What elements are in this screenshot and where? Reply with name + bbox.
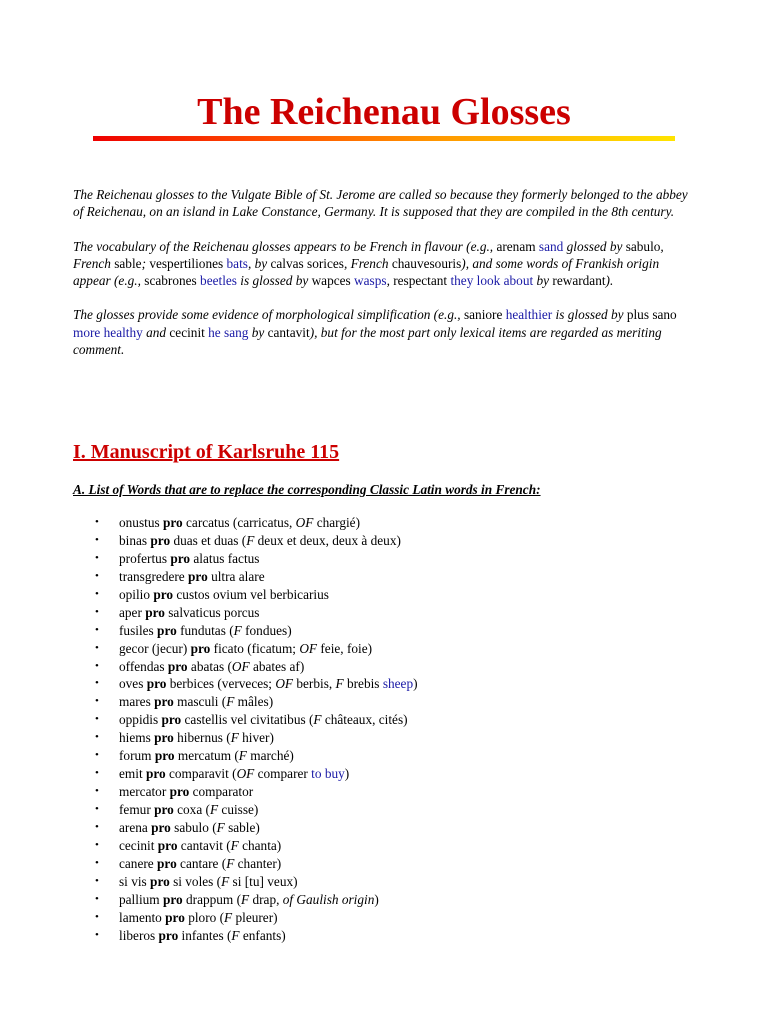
pro-keyword: pro — [188, 568, 208, 584]
text-segment: canere — [119, 855, 158, 871]
list-item — [73, 783, 418, 801]
pro-keyword: pro — [151, 819, 171, 835]
text-segment: pallium — [119, 891, 163, 907]
bullet-icon: • — [95, 623, 99, 636]
latin-term: cantavit — [267, 324, 310, 340]
list-item — [73, 586, 418, 604]
text-segment: fundutas ( — [176, 622, 234, 638]
list-item — [73, 532, 418, 550]
section-heading: I. Manuscript of Karlsruhe 115 — [73, 441, 340, 463]
list-item — [73, 909, 418, 927]
pro-keyword: pro — [145, 604, 165, 620]
italic-text: F — [335, 676, 344, 692]
italic-text: OF — [299, 640, 318, 656]
text-segment: mares — [119, 694, 155, 710]
text-segment: offendas — [119, 658, 168, 674]
text-segment: The Reichenau glosses to the Vulgate Bible of St. Jerome are called so because they formerly belonged to the abbey of Reichenau, on an island in Lake Constance, Germany. It is supposed that they are compiled in the 8th century. — [73, 187, 688, 220]
text-segment: cantare ( — [176, 855, 227, 871]
text-segment: liberos — [119, 927, 159, 943]
text-segment: si vis — [119, 873, 151, 889]
text-segment: hiems — [119, 730, 155, 746]
english-gloss: bats — [226, 255, 248, 271]
italic-text: F — [231, 927, 240, 943]
text-segment: drappum ( — [182, 891, 242, 907]
english-gloss: more healthy — [73, 324, 143, 340]
text-segment: is glossed by — [552, 307, 627, 323]
latin-term: cecinit — [169, 324, 205, 340]
text-segment: brebis — [343, 676, 383, 692]
list-item — [73, 891, 418, 909]
latin-term: saniore — [463, 307, 503, 323]
bullet-icon: • — [95, 803, 99, 815]
intro-section — [73, 186, 698, 375]
list-item — [73, 765, 418, 783]
pro-keyword: pro — [157, 855, 177, 871]
bullet-icon: • — [95, 874, 99, 887]
list-item — [73, 550, 418, 568]
bullet-icon: • — [95, 516, 99, 528]
bullet-icon: • — [95, 569, 99, 582]
text-segment: fusiles — [119, 622, 158, 638]
text-segment: fondues) — [241, 622, 292, 638]
bullet-icon: • — [95, 749, 99, 762]
bullet-icon: • — [95, 892, 99, 905]
italic-text: F — [226, 694, 235, 710]
text-segment: ), and some words of Frankish origin appear (e.g., — [73, 255, 660, 289]
italic-text: F — [226, 855, 235, 871]
text-segment: ultra alare — [207, 568, 265, 584]
bullet-icon: • — [95, 605, 99, 618]
pro-keyword: pro — [162, 891, 183, 907]
text-segment: ). — [605, 273, 614, 289]
text-segment: comparavit ( — [165, 766, 237, 782]
text-segment: transgredere — [119, 568, 189, 584]
text-segment: , — [386, 273, 394, 289]
text-segment: sable) — [224, 819, 260, 835]
text-segment: emit — [119, 766, 146, 782]
italic-text: of Gaulish origin — [282, 891, 375, 907]
pro-keyword: pro — [145, 766, 166, 782]
english-gloss: to buy — [311, 766, 345, 782]
english-gloss: they look about — [450, 273, 534, 289]
text-segment: ) — [344, 766, 350, 782]
text-segment: duas et duas ( — [170, 532, 247, 548]
list-item — [73, 873, 418, 891]
title-gradient-rule — [93, 136, 675, 141]
text-segment: castellis vel civitatibus ( — [181, 712, 314, 728]
italic-text: F — [230, 837, 239, 853]
text-segment: châteaux, cités) — [321, 712, 408, 728]
latin-term: sable — [114, 255, 142, 271]
bullet-icon: • — [95, 785, 99, 798]
text-segment: mâles) — [234, 694, 274, 710]
text-segment: berbis, — [293, 676, 336, 692]
list-item — [73, 927, 418, 945]
text-segment: alatus factus — [190, 550, 260, 566]
latin-term: sabulo — [625, 238, 661, 254]
latin-term: chauvesouris — [391, 255, 462, 271]
text-segment: salvaticus porcus — [164, 604, 260, 620]
latin-term: vespertiliones — [149, 255, 224, 271]
latin-term: arenam — [496, 238, 536, 254]
latin-term: respectant — [393, 273, 448, 289]
text-segment: aper — [119, 604, 146, 620]
italic-text: OF — [295, 515, 314, 530]
list-item — [73, 604, 418, 622]
english-gloss: wasps — [354, 273, 387, 289]
bullet-icon: • — [95, 713, 99, 726]
list-item — [73, 747, 418, 765]
english-gloss: beetles — [200, 273, 237, 289]
text-segment: comparator — [189, 784, 254, 800]
pro-keyword: pro — [167, 658, 188, 674]
text-segment: si [tu] veux) — [229, 873, 298, 889]
list-item — [73, 675, 418, 693]
text-segment: masculi ( — [173, 694, 227, 710]
pro-keyword: pro — [158, 927, 179, 943]
text-segment: mercator — [119, 784, 170, 800]
text-segment: femur — [119, 802, 155, 817]
pro-keyword: pro — [157, 622, 177, 638]
bullet-icon: • — [95, 551, 99, 564]
list-item — [73, 622, 418, 640]
text-segment: oppidis — [119, 712, 162, 728]
italic-text: F — [216, 819, 225, 835]
pro-keyword: pro — [170, 550, 191, 566]
pro-keyword: pro — [154, 748, 175, 764]
intro-paragraph — [73, 186, 698, 221]
text-segment: mercatum ( — [174, 748, 239, 764]
text-segment: abatas ( — [187, 658, 232, 674]
pro-keyword: pro — [146, 676, 167, 692]
text-segment: si voles ( — [169, 873, 222, 889]
bullet-icon: • — [95, 659, 99, 672]
pro-keyword: pro — [190, 640, 211, 656]
text-segment: enfants) — [239, 927, 286, 943]
list-item — [73, 855, 418, 873]
latin-term: wapces — [311, 273, 351, 289]
pro-keyword: pro — [154, 730, 174, 746]
text-segment: oves — [119, 676, 147, 692]
text-segment: cecinit — [119, 837, 158, 853]
list-item — [73, 658, 418, 676]
text-segment: ficato (ficatum; — [210, 640, 300, 656]
page-title: The Reichenau Glosses — [197, 91, 571, 133]
text-segment: ploro ( — [184, 909, 225, 925]
bullet-icon: • — [95, 533, 99, 546]
intro-paragraph — [73, 306, 698, 358]
text-segment: comparer — [254, 766, 312, 782]
text-segment: deux et deux, deux à deux) — [254, 532, 401, 548]
text-segment: lamento — [119, 909, 166, 925]
bullet-icon: • — [95, 767, 99, 780]
text-segment: , French — [73, 238, 664, 271]
pro-keyword: pro — [162, 515, 183, 530]
text-segment: and — [142, 324, 170, 340]
word-list — [73, 514, 418, 945]
text-segment: The glosses provide some evidence of morphological simplification (e.g., — [73, 307, 464, 323]
italic-text: F — [233, 622, 242, 638]
list-item — [73, 819, 418, 837]
bullet-icon: • — [95, 587, 99, 600]
text-segment: binas — [119, 532, 151, 548]
intro-paragraph — [73, 238, 698, 290]
text-segment: abates af) — [249, 658, 305, 674]
list-item — [73, 801, 418, 819]
pro-keyword: pro — [157, 837, 178, 853]
latin-term: rewardant — [552, 273, 606, 289]
text-segment: pleurer) — [232, 909, 278, 925]
list-item — [73, 711, 418, 729]
pro-keyword: pro — [150, 532, 171, 548]
text-segment: onustus — [119, 515, 163, 530]
text-segment: ; — [141, 255, 150, 271]
pro-keyword: pro — [161, 712, 182, 728]
italic-text: F — [224, 909, 233, 925]
list-item — [73, 568, 418, 586]
text-segment: is glossed by — [236, 273, 312, 289]
text-segment: sabulo ( — [170, 819, 217, 835]
text-segment: hibernus ( — [173, 730, 231, 746]
bullet-icon: • — [95, 910, 99, 923]
text-segment: cuisse) — [218, 802, 259, 817]
italic-text: F — [209, 802, 219, 817]
text-segment: hiver) — [238, 730, 274, 746]
text-segment: by — [248, 324, 268, 340]
pro-keyword: pro — [153, 586, 174, 602]
list-item — [73, 837, 418, 855]
pro-keyword: pro — [154, 802, 174, 817]
italic-text: F — [238, 748, 247, 764]
text-segment: glossed by — [563, 238, 626, 254]
bullet-icon: • — [95, 928, 99, 941]
english-gloss: he sang — [208, 324, 249, 340]
list-item — [73, 640, 418, 658]
text-segment: drap, — [249, 891, 283, 907]
text-segment: marché) — [246, 748, 294, 764]
text-segment: forum — [119, 748, 155, 764]
latin-term: plus sano — [626, 307, 677, 323]
text-segment: cantavit ( — [177, 837, 231, 853]
text-segment: ) — [374, 891, 379, 907]
bullet-icon: • — [95, 695, 99, 708]
italic-text: F — [230, 730, 239, 746]
italic-text: OF — [275, 676, 294, 692]
text-segment: coxa ( — [173, 802, 210, 817]
text-segment: gecor (jecur) — [119, 640, 191, 656]
text-segment: ), but for the most part only lexical items are regarded as meriting comment. — [73, 324, 662, 358]
text-segment: infantes ( — [178, 927, 232, 943]
text-segment: custos ovium vel berbicarius — [173, 586, 329, 602]
text-segment: chanter) — [234, 855, 282, 871]
pro-keyword: pro — [169, 784, 190, 800]
italic-text: F — [241, 891, 250, 907]
text-segment: opilio — [119, 586, 154, 602]
sub-heading: A. List of Words that are to replace the corresponding Classic Latin words in French: — [73, 482, 541, 497]
pro-keyword: pro — [150, 873, 170, 889]
latin-term: calvas sorices — [270, 255, 344, 271]
text-segment: carcatus (carricatus, — [182, 515, 296, 530]
english-gloss: sheep — [382, 676, 414, 692]
italic-text: F — [246, 532, 255, 548]
bullet-icon: • — [95, 641, 99, 654]
bullet-icon: • — [95, 838, 99, 851]
text-segment: chargié) — [313, 515, 361, 530]
bullet-icon: • — [95, 731, 99, 744]
text-segment: feie, foie) — [317, 640, 373, 656]
text-segment: The vocabulary of the Reichenau glosses appears to be French in flavour (e.g., — [73, 238, 497, 254]
list-item — [73, 729, 418, 747]
text-segment: chanta) — [238, 837, 282, 853]
italic-text: F — [313, 712, 322, 728]
list-item — [73, 693, 418, 711]
bullet-icon: • — [95, 856, 99, 869]
pro-keyword: pro — [165, 909, 185, 925]
text-segment: by — [533, 273, 553, 289]
english-gloss: sand — [538, 238, 564, 254]
english-gloss: healthier — [505, 307, 553, 323]
italic-text: OF — [231, 658, 250, 674]
bullet-icon: • — [95, 820, 99, 833]
list-item — [73, 514, 418, 532]
latin-term: scabrones — [144, 273, 197, 289]
pro-keyword: pro — [154, 694, 174, 710]
text-segment: , by — [247, 255, 271, 271]
text-segment: berbices (verveces; — [166, 676, 276, 692]
italic-text: F — [221, 873, 230, 889]
text-segment: ) — [413, 676, 418, 692]
italic-text: OF — [236, 766, 255, 782]
text-segment: , French — [343, 255, 392, 271]
text-segment: profertus — [119, 550, 171, 566]
text-segment: arena — [119, 819, 152, 835]
bullet-icon: • — [95, 677, 99, 690]
